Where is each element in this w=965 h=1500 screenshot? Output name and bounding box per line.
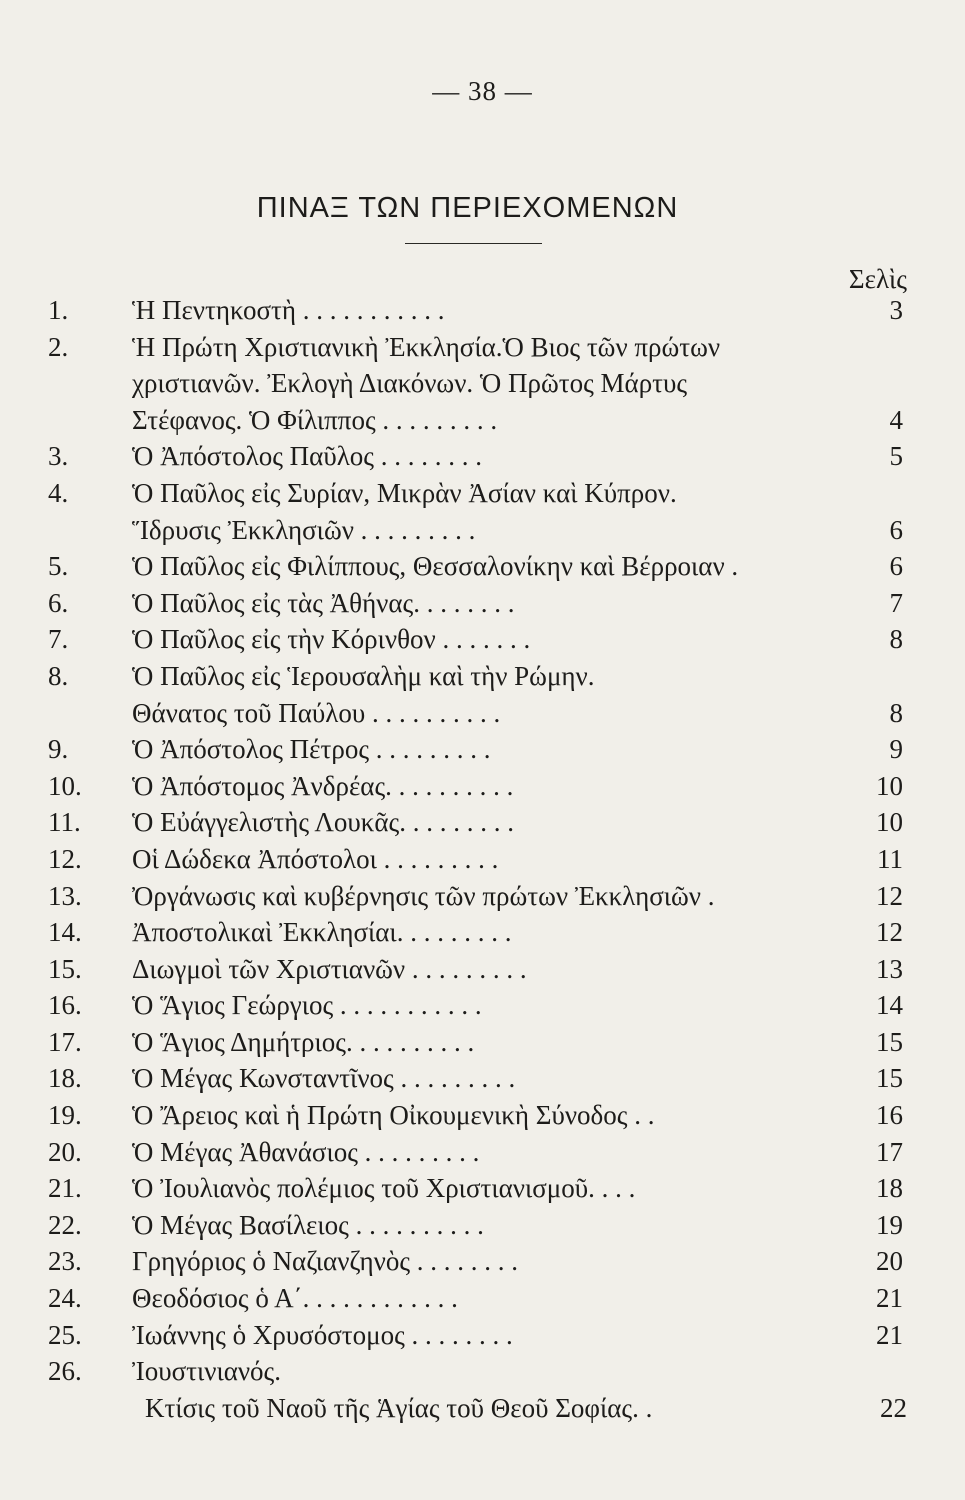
toc-page: 7 (889, 587, 903, 618)
toc-page: 5 (889, 441, 903, 472)
toc-page: 6 (889, 514, 903, 545)
toc-number: 13. (48, 880, 82, 911)
toc-line (0, 698, 965, 735)
toc-number: 16. (48, 990, 82, 1021)
toc-line (0, 1320, 965, 1357)
toc-page: 12 (876, 880, 903, 911)
toc-page: 8 (889, 624, 903, 655)
toc-line (0, 1100, 965, 1137)
toc-line (0, 588, 965, 625)
toc-number: 5. (48, 551, 69, 582)
toc-number: 20. (48, 1136, 82, 1167)
toc-line (0, 515, 965, 552)
toc-number: 25. (48, 1319, 82, 1350)
toc-text: Γρηγόριος ὁ Ναζιανζηνὸς . . . . . . . . (132, 1246, 519, 1277)
toc-page: 21 (876, 1283, 903, 1314)
toc-text: χριστιανῶν. Ἐκλογὴ Διακόνων. Ὁ Πρῶτος Μάρτυς (132, 368, 688, 399)
toc-page: 18 (876, 1173, 903, 1204)
toc-text: Ἰωάννης ὁ Χρυσόστομος . . . . . . . . (132, 1319, 513, 1350)
toc-text: Ὁ Ἀπόστολος Πέτρος . . . . . . . . . (132, 734, 491, 765)
toc-page: 10 (876, 807, 903, 838)
title-divider (405, 243, 542, 244)
toc-number: 12. (48, 843, 82, 874)
toc-line (0, 1283, 965, 1320)
toc-page: 8 (889, 697, 903, 728)
toc-page: 6 (889, 551, 903, 582)
toc-line (0, 368, 965, 405)
toc-text: Ὁ Ἀπόστομος Ἀνδρέας. . . . . . . . . . (132, 770, 514, 801)
toc-number: 14. (48, 917, 82, 948)
toc-number: 23. (48, 1246, 82, 1277)
toc-line (0, 478, 965, 515)
page-number: — 38 — (432, 76, 533, 106)
toc-line (0, 295, 965, 332)
toc-number: 4. (48, 477, 69, 508)
toc-page: 3 (889, 295, 903, 325)
table-of-contents (0, 295, 965, 1429)
toc-line (0, 661, 965, 698)
toc-line (0, 807, 965, 844)
toc-line (0, 1393, 965, 1430)
pages-column-header: Σελὶς (848, 264, 907, 294)
toc-page: 13 (876, 953, 903, 984)
toc-text: Ἡ Πρώτη Χριστιανικὴ Ἐκκλησία.Ὁ Βιος τῶν πρώτων (132, 331, 721, 362)
toc-page: 19 (876, 1209, 903, 1240)
toc-line (0, 624, 965, 661)
toc-page: 10 (876, 770, 903, 801)
toc-page: 21 (876, 1319, 903, 1350)
toc-number: 10. (48, 770, 82, 801)
toc-line (0, 917, 965, 954)
toc-page: 14 (876, 990, 903, 1021)
toc-line (0, 1210, 965, 1247)
toc-page: 17 (876, 1136, 903, 1167)
toc-number: 15. (48, 953, 82, 984)
toc-line (0, 844, 965, 881)
toc-line (0, 405, 965, 442)
toc-text: Οἱ Δώδεκα Ἀπόστολοι . . . . . . . . . (132, 843, 499, 874)
toc-line (0, 551, 965, 588)
toc-text: Ὁ Παῦλος εἰς τὴν Κόρινθον . . . . . . . (132, 624, 531, 655)
toc-line (0, 1063, 965, 1100)
toc-page: 12 (876, 917, 903, 948)
toc-page: 20 (876, 1246, 903, 1277)
toc-number: 21. (48, 1173, 82, 1204)
toc-line (0, 734, 965, 771)
toc-line (0, 1356, 965, 1393)
toc-text: Ὁ Ἀπόστολος Παῦλος . . . . . . . . (132, 441, 482, 472)
toc-line (0, 771, 965, 808)
toc-page: 16 (876, 1100, 903, 1131)
toc-text: Ὁ Μέγας Κωνσταντῖνος . . . . . . . . . (132, 1063, 516, 1094)
toc-text: Ὁ Μέγας Ἀθανάσιος . . . . . . . . . (132, 1136, 480, 1167)
toc-number: 6. (48, 587, 69, 618)
toc-number: 18. (48, 1063, 82, 1094)
toc-text: Ὁ Μέγας Βασίλειος . . . . . . . . . . (132, 1209, 484, 1240)
toc-number: 8. (48, 660, 69, 691)
toc-text: Ἀποστολικαὶ Ἐκκλησίαι. . . . . . . . . (132, 917, 512, 948)
toc-text: Ἡ Πεντηκοστὴ . . . . . . . . . . . (132, 295, 445, 325)
toc-text: Ὁ Ἄρειος καὶ ἡ Πρώτη Οἰκουμενικὴ Σύνοδος . . (132, 1100, 655, 1131)
toc-number: 2. (48, 331, 69, 362)
toc-line (0, 332, 965, 369)
toc-text: Θάνατος τοῦ Παύλου . . . . . . . . . . (132, 697, 501, 728)
toc-number: 19. (48, 1100, 82, 1131)
toc-number: 7. (48, 624, 69, 655)
toc-line (0, 1137, 965, 1174)
toc-text: Ὁ Ἅγιος Δημήτριος. . . . . . . . . . (132, 1026, 475, 1057)
toc-text: Ὁ Παῦλος εἰς Φιλίππους, Θεσσαλονίκην καὶ Βέρροιαν . (132, 551, 739, 582)
toc-text: Ἵδρυσις Ἐκκλησιῶν . . . . . . . . . (132, 514, 476, 545)
toc-line (0, 954, 965, 991)
toc-number: 3. (48, 441, 69, 472)
toc-number: 24. (48, 1283, 82, 1314)
toc-page: 22 (880, 1392, 907, 1423)
toc-line (0, 1246, 965, 1283)
toc-page: 11 (877, 843, 903, 874)
toc-number: 9. (48, 734, 69, 765)
toc-number: 22. (48, 1209, 82, 1240)
toc-number: 17. (48, 1026, 82, 1057)
toc-text: Ὀργάνωσις καὶ κυβέρνησις τῶν πρώτων Ἐκκλησιῶν . (132, 880, 715, 911)
toc-line (0, 1173, 965, 1210)
toc-page: 9 (889, 734, 903, 765)
page-title: ΠΙΝΑΞ ΤΩΝ ΠΕΡΙΕΧΟΜΕΝΩΝ (256, 192, 679, 224)
toc-page: 15 (876, 1063, 903, 1094)
toc-text: Διωγμοὶ τῶν Χριστιανῶν . . . . . . . . . (132, 953, 527, 984)
toc-text: Κτίσις τοῦ Ναοῦ τῆς Ἁγίας τοῦ Θεοῦ Σοφίας. . (145, 1392, 653, 1423)
toc-text: Ὁ Παῦλος εἰς τὰς Ἀθήνας. . . . . . . . (132, 587, 515, 618)
toc-number: 26. (48, 1356, 82, 1387)
toc-text: Ὁ Ἅγιος Γεώργιος . . . . . . . . . . . (132, 990, 482, 1021)
toc-number: 11. (48, 807, 81, 838)
toc-line (0, 990, 965, 1027)
toc-text: Στέφανος. Ὁ Φίλιππος . . . . . . . . . (132, 404, 498, 435)
toc-text: Θεοδόσιος ὁ Α΄. . . . . . . . . . . . (132, 1283, 458, 1314)
toc-text: Ὁ Παῦλος εἰς Ἱερουσαλὴμ καὶ τὴν Ρώμην. (132, 660, 595, 691)
toc-text: Ἰουστινιανός. (132, 1356, 282, 1387)
toc-text: Ὁ Ἰουλιανὸς πολέμιος τοῦ Χριστιανισμοῦ. . . . (132, 1173, 636, 1204)
toc-line (0, 881, 965, 918)
toc-page: 15 (876, 1026, 903, 1057)
toc-number: 1. (48, 295, 69, 325)
toc-text: Ὁ Παῦλος εἰς Συρίαν, Μικρὰν Ἀσίαν καὶ Κύπρον. (132, 477, 677, 508)
toc-line (0, 441, 965, 478)
toc-line (0, 1027, 965, 1064)
toc-text: Ὁ Εὐάγγελιστὴς Λουκᾶς. . . . . . . . . (132, 807, 514, 838)
toc-page: 4 (889, 404, 903, 435)
